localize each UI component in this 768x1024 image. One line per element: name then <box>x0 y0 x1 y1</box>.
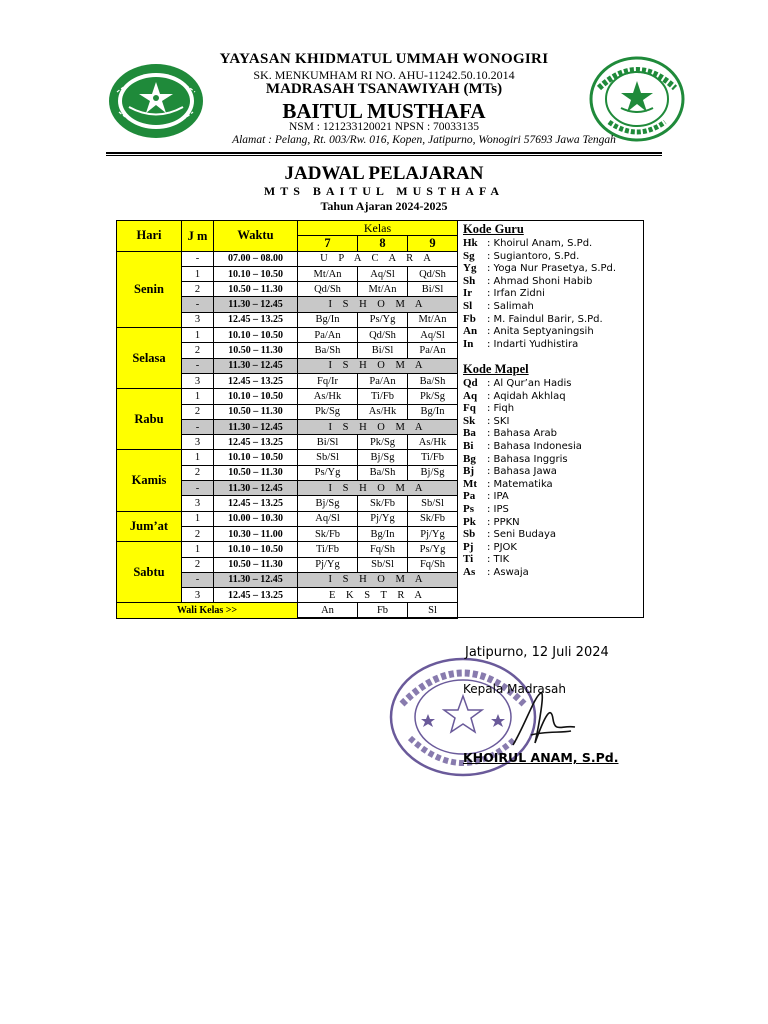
legend-name: : IPS <box>487 503 509 515</box>
lesson-cell: Bi/Sl <box>408 282 458 297</box>
legend-name: : Sugiantoro, S.Pd. <box>487 250 580 262</box>
break-cell: I S H O M A <box>298 481 458 496</box>
schedule-row <box>117 251 458 266</box>
legend-name: : SKI <box>487 415 510 427</box>
lesson-cell: Bg/In <box>358 526 408 541</box>
legend-code: Fq <box>463 402 476 415</box>
lesson-number-cell: 1 <box>182 389 214 404</box>
legend-item <box>463 300 643 313</box>
legend-name: : Ahmad Shoni Habib <box>487 275 593 287</box>
lesson-number-cell: 2 <box>182 526 214 541</box>
decree-number: SK. MENKUMHAM RI NO. AHU-11242.50.10.2014 <box>253 68 515 82</box>
lesson-number-cell: 3 <box>182 312 214 327</box>
legend-code: In <box>463 337 474 350</box>
lesson-cell: Aq/Sl <box>358 266 408 281</box>
lesson-cell: Bj/Sg <box>358 450 408 465</box>
legend-code: Hk <box>463 237 478 249</box>
lesson-number-cell: 3 <box>182 435 214 450</box>
lesson-cell: Fq/Sh <box>408 557 458 572</box>
time-cell: 11.30 – 12.45 <box>214 481 298 496</box>
day-cell: Kamis <box>117 450 182 511</box>
wali-kelas-7: An <box>298 603 358 618</box>
legend-item <box>463 287 643 300</box>
lesson-cell: Sb/Sl <box>408 496 458 511</box>
break-cell: I S H O M A <box>298 419 458 434</box>
break-cell: I S H O M A <box>298 297 458 312</box>
legend-code: Ps <box>463 502 474 515</box>
legend-code: Yg <box>463 262 477 275</box>
lesson-cell: Fq/Sh <box>358 542 408 557</box>
time-cell: 10.50 – 11.30 <box>214 557 298 572</box>
legend-name: : Salimah <box>487 300 534 312</box>
time-cell: 10.10 – 10.50 <box>214 389 298 404</box>
legend-item <box>463 325 643 338</box>
address: Alamat : Pelang, Rt. 003/Rw. 016, Kopen, Jatipurno, Wonogiri 57693 Jawa Tengah <box>232 134 616 146</box>
lesson-number-cell: 2 <box>182 557 214 572</box>
lesson-number-cell: 2 <box>182 343 214 358</box>
legend-code: Sl <box>463 299 473 312</box>
legend-name: : Aswaja <box>487 566 529 578</box>
time-cell: 10.50 – 11.30 <box>214 343 298 358</box>
legend-name: : Al Qur’an Hadis <box>487 378 572 389</box>
time-cell: 10.10 – 10.50 <box>214 450 298 465</box>
legend-name: : Khoirul Anam, S.Pd. <box>487 238 593 249</box>
legend-item <box>463 338 643 351</box>
legend-code: Aq <box>463 389 478 402</box>
time-cell: 12.45 – 13.25 <box>214 496 298 511</box>
lesson-cell: Ps/Yg <box>408 542 458 557</box>
legend-item <box>463 465 643 478</box>
legend-item <box>463 262 643 275</box>
lesson-number-cell: 1 <box>182 328 214 343</box>
col-header-hari: Hari <box>117 221 182 252</box>
lesson-cell: Ti/Fb <box>408 450 458 465</box>
page-title: JADWAL PELAJARAN <box>284 163 484 184</box>
day-cell: Senin <box>117 251 182 327</box>
legend-item <box>463 402 643 415</box>
lesson-number-cell: 2 <box>182 465 214 480</box>
legend-item <box>463 390 643 403</box>
lesson-cell: Bg/In <box>298 312 358 327</box>
time-cell: 12.45 – 13.25 <box>214 588 298 603</box>
legend-code: Bi <box>463 439 474 452</box>
col-header-jm: J m <box>182 221 214 252</box>
day-cell: Rabu <box>117 389 182 450</box>
signature-place-date: Jatipurno, 12 Juli 2024 <box>465 645 609 660</box>
lesson-cell: Ps/Yg <box>358 312 408 327</box>
lesson-cell: Ba/Sh <box>298 343 358 358</box>
legend-code: Ti <box>463 553 474 566</box>
legend-code: Ba <box>463 427 476 440</box>
lesson-cell: Ti/Fb <box>358 389 408 404</box>
academic-year: Tahun Ajaran 2024-2025 <box>320 199 448 213</box>
signature-name: KHOIRUL ANAM, S.Pd. <box>463 750 619 765</box>
lesson-number-cell: 1 <box>182 266 214 281</box>
legend-name: : TIK <box>487 554 510 566</box>
lesson-number-cell: 3 <box>182 373 214 388</box>
legend-item <box>463 377 643 390</box>
legend-code: As <box>463 565 476 578</box>
school-name: BAITUL MUSTHAFA <box>282 99 486 123</box>
lesson-cell: Bi/Sl <box>298 435 358 450</box>
col-header-kelas: Kelas <box>298 221 458 236</box>
lesson-cell: Pj/Yg <box>298 557 358 572</box>
time-cell: 10.00 – 10.30 <box>214 511 298 526</box>
lesson-number-cell: - <box>182 419 214 434</box>
lesson-cell: Pj/Yg <box>358 511 408 526</box>
lesson-cell: Mt/An <box>358 282 408 297</box>
lesson-cell: As/Hk <box>408 435 458 450</box>
lesson-cell: Qd/Sh <box>408 266 458 281</box>
legend-name: : Irfan Zidni <box>487 288 545 300</box>
time-cell: 11.30 – 12.45 <box>214 572 298 587</box>
lesson-number-cell: 3 <box>182 496 214 511</box>
time-cell: 11.30 – 12.45 <box>214 358 298 373</box>
lesson-cell: Aq/Sl <box>298 511 358 526</box>
page-subtitle: MTS BAITUL MUSTHAFA <box>263 184 505 198</box>
schedule-row <box>117 328 458 343</box>
legend-name: : IPA <box>487 491 509 503</box>
school-type: MADRASAH TSANAWIYAH (MTs) <box>265 81 503 97</box>
lesson-cell: Sk/Fb <box>358 496 408 511</box>
time-cell: 10.50 – 11.30 <box>214 282 298 297</box>
header-rule <box>106 152 662 154</box>
legend-item <box>463 453 643 466</box>
legend-code: Sh <box>463 274 476 287</box>
lesson-cell: Fq/Ir <box>298 373 358 388</box>
lesson-cell: Bj/Sg <box>298 496 358 511</box>
legend-item <box>463 566 643 579</box>
legend-item <box>463 250 643 263</box>
lesson-cell: Sb/Sl <box>358 557 408 572</box>
legend-name: : Seni Budaya <box>487 529 557 541</box>
legend-code: Bg <box>463 452 476 465</box>
legend-name: : Matematika <box>487 478 553 490</box>
legend-name: : Bahasa Arab <box>487 428 557 440</box>
time-cell: 10.10 – 10.50 <box>214 542 298 557</box>
col-header-class-8: 8 <box>358 236 408 251</box>
legend-item <box>463 415 643 428</box>
wali-kelas-9: Sl <box>408 603 458 618</box>
legend-code: Sb <box>463 528 476 541</box>
lesson-cell: Sk/Fb <box>298 526 358 541</box>
legend-code: Pj <box>463 540 474 553</box>
lesson-cell: Mt/An <box>298 266 358 281</box>
legend-code: Sg <box>463 249 475 262</box>
wali-kelas-label: Wali Kelas >> <box>117 603 298 618</box>
lesson-cell: Qd/Sh <box>358 328 408 343</box>
day-cell: Sabtu <box>117 542 182 603</box>
lesson-number-cell: - <box>182 481 214 496</box>
legend-item <box>463 516 643 529</box>
lesson-cell: Sb/Sl <box>298 450 358 465</box>
schedule-row <box>117 542 458 557</box>
legend-item <box>463 490 643 503</box>
lesson-cell: Ti/Fb <box>298 542 358 557</box>
legend-name: : Indarti Yudhistira <box>487 338 579 350</box>
legend-code: Pa <box>463 490 476 503</box>
legend-code: Mt <box>463 477 478 490</box>
time-cell: 07.00 – 08.00 <box>214 251 298 266</box>
lesson-cell: As/Hk <box>298 389 358 404</box>
kode-mapel-section <box>463 362 643 579</box>
lesson-number-cell: 1 <box>182 450 214 465</box>
lesson-cell: Pa/An <box>358 373 408 388</box>
legend-name: : Bahasa Jawa <box>487 466 557 478</box>
nsm-npsn: NSM : 121233120021 NPSN : 70033135 <box>288 121 480 133</box>
break-cell: I S H O M A <box>298 572 458 587</box>
lesson-cell: Mt/An <box>408 312 458 327</box>
legend-item <box>463 275 643 288</box>
break-cell: I S H O M A <box>298 358 458 373</box>
col-header-class-9: 9 <box>408 236 458 251</box>
lesson-cell: Pk/Sg <box>358 435 408 450</box>
signature-role: Kepala Madrasah <box>463 682 566 696</box>
legend-code: Ir <box>463 287 473 300</box>
legend-name: : Fiqh <box>487 403 515 415</box>
lesson-cell: Qd/Sh <box>298 282 358 297</box>
lesson-cell: Pa/An <box>298 328 358 343</box>
lesson-cell: Bi/Sl <box>358 343 408 358</box>
lesson-number-cell: 2 <box>182 404 214 419</box>
lesson-number-cell: - <box>182 251 214 266</box>
legend-item <box>463 313 643 326</box>
lesson-cell: Pa/An <box>408 343 458 358</box>
time-cell: 12.45 – 13.25 <box>214 435 298 450</box>
day-cell: Jum’at <box>117 511 182 542</box>
legend-code: Fb <box>463 312 476 325</box>
legend-name: : PJOK <box>487 541 517 553</box>
schedule-row <box>117 389 458 404</box>
legend-name: : Bahasa Indonesia <box>487 440 582 452</box>
legend-code: Bj <box>463 465 474 478</box>
lesson-cell: Ps/Yg <box>298 465 358 480</box>
legend-item <box>463 440 643 453</box>
lesson-number-cell: - <box>182 297 214 312</box>
kode-guru-title: Kode Guru <box>463 222 524 236</box>
legend-code: An <box>463 325 478 338</box>
schedule-row <box>117 511 458 526</box>
legend-name: : PPKN <box>487 516 520 528</box>
schedule-row <box>117 450 458 465</box>
legend-item <box>463 541 643 554</box>
legend-item <box>463 478 643 491</box>
lesson-cell: Ba/Sh <box>408 373 458 388</box>
time-cell: 10.10 – 10.50 <box>214 266 298 281</box>
time-cell: 11.30 – 12.45 <box>214 297 298 312</box>
schedule-table <box>116 220 458 619</box>
legend-code: Sk <box>463 414 476 427</box>
time-cell: 12.45 – 13.25 <box>214 373 298 388</box>
foundation-name: YAYASAN KHIDMATUL UMMAH WONOGIRI <box>219 51 549 67</box>
lesson-cell: As/Hk <box>358 404 408 419</box>
activity-cell: U P A C A R A <box>298 251 458 266</box>
lesson-cell: Ba/Sh <box>358 465 408 480</box>
legend-name: : M. Faindul Barir, S.Pd. <box>487 313 603 325</box>
time-cell: 11.30 – 12.45 <box>214 419 298 434</box>
legend-code: Pk <box>463 515 476 528</box>
lesson-number-cell: 1 <box>182 511 214 526</box>
legend-name: : Anita Septyaningsih <box>487 326 594 338</box>
lesson-cell: Pk/Sg <box>408 389 458 404</box>
kode-guru-section <box>463 222 643 350</box>
legend-name: : Yoga Nur Prasetya, S.Pd. <box>487 263 617 275</box>
lesson-cell: Sk/Fb <box>408 511 458 526</box>
legend-item <box>463 553 643 566</box>
legend-item <box>463 528 643 541</box>
wali-kelas-8: Fb <box>358 603 408 618</box>
day-cell: Selasa <box>117 328 182 389</box>
time-cell: 10.30 – 11.00 <box>214 526 298 541</box>
lesson-number-cell: - <box>182 572 214 587</box>
legend-name: : Aqidah Akhlaq <box>487 390 566 402</box>
kode-mapel-title: Kode Mapel <box>463 362 529 376</box>
lesson-cell: Pj/Yg <box>408 526 458 541</box>
lesson-cell: Aq/Sl <box>408 328 458 343</box>
time-cell: 10.50 – 11.30 <box>214 465 298 480</box>
lesson-cell: Bj/Sg <box>408 465 458 480</box>
legend-code: Qd <box>463 377 478 389</box>
legend-name: : Bahasa Inggris <box>487 453 568 465</box>
lesson-number-cell: 1 <box>182 542 214 557</box>
lesson-number-cell: - <box>182 358 214 373</box>
lesson-number-cell: 2 <box>182 282 214 297</box>
time-cell: 10.50 – 11.30 <box>214 404 298 419</box>
activity-cell: E K S T R A <box>298 588 458 603</box>
legend-item <box>463 427 643 440</box>
time-cell: 12.45 – 13.25 <box>214 312 298 327</box>
lesson-cell: Pk/Sg <box>298 404 358 419</box>
time-cell: 10.10 – 10.50 <box>214 328 298 343</box>
lesson-cell: Bg/In <box>408 404 458 419</box>
col-header-waktu: Waktu <box>214 221 298 252</box>
legend-item <box>463 503 643 516</box>
header-rule-thin <box>106 155 662 156</box>
col-header-class-7: 7 <box>298 236 358 251</box>
lesson-number-cell: 3 <box>182 588 214 603</box>
legend-item <box>463 237 643 250</box>
